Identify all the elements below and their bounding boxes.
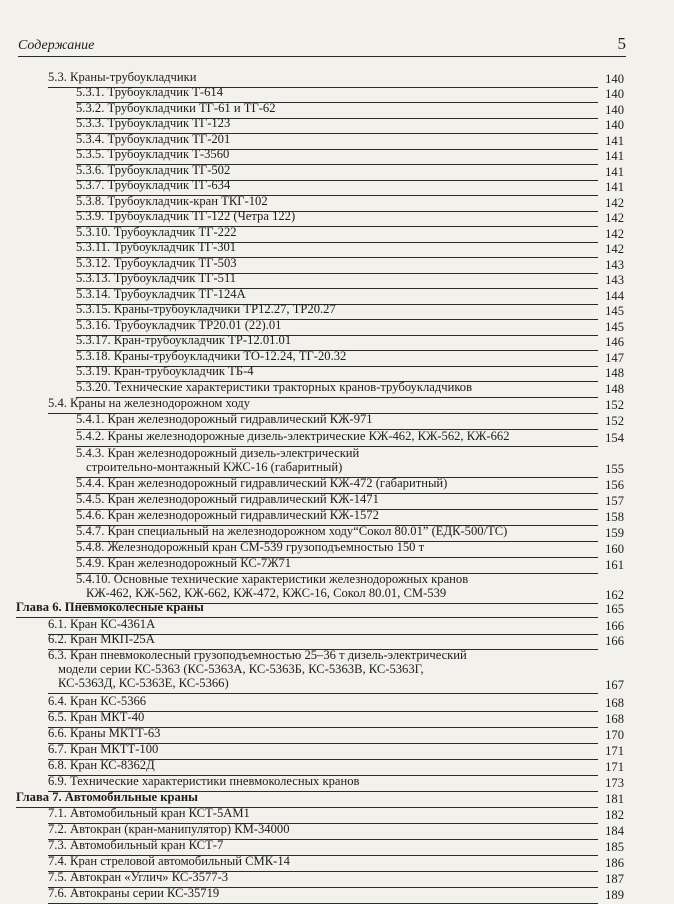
toc-page-number: 140 — [605, 118, 624, 132]
toc-page-number: 166 — [605, 619, 624, 633]
toc-entry-title: 6.7. Кран МКТТ-100 — [48, 742, 159, 756]
toc-page-number: 186 — [605, 856, 624, 870]
toc-entry-title: Глава 7. Автомобильные краны — [16, 790, 198, 804]
toc-entry-title: 5.3.14. Трубоукладчик ТГ-124А — [76, 287, 246, 301]
running-title: Содержание — [18, 38, 95, 53]
toc-page-number: 148 — [605, 382, 624, 396]
toc-entry-title: 5.3.17. Кран-трубоукладчик ТР-12.01.01 — [76, 333, 292, 347]
toc-page-number: 155 — [605, 462, 624, 476]
toc-page-number: 182 — [605, 808, 624, 822]
toc-entry-title: 5.4.5. Кран железнодорожный гидравлический КЖ-1471 — [76, 492, 379, 506]
toc-entry-title: 5.4.6. Кран железнодорожный гидравлический КЖ-1572 — [76, 508, 379, 522]
toc-entry-title-line: КС-5363Д, КС-5363Е, КС-5366) — [58, 676, 229, 690]
toc-page-number: 187 — [605, 872, 624, 886]
toc-entry-title: 5.3.7. Трубоукладчик ТГ-634 — [76, 178, 231, 192]
toc-entry-title: 5.3.1. Трубоукладчик Т-614 — [76, 85, 223, 99]
toc-page-number: 158 — [605, 510, 624, 524]
toc-entry-title: 5.3.19. Кран-трубоукладчик ТБ-4 — [76, 364, 254, 378]
toc-page-number: 141 — [605, 180, 624, 194]
toc-page-number: 146 — [605, 335, 624, 349]
toc-entry-title-line: 6.3. Кран пневмоколесный грузоподъемностью 25–36 т дизель-электрический — [48, 648, 467, 662]
toc-entry-title: 6.9. Технические характеристики пневмоколесных кранов — [48, 774, 360, 788]
toc-page-number: 141 — [605, 165, 624, 179]
toc-entry-title: 5.3.9. Трубоукладчик ТГ-122 (Четра 122) — [76, 209, 296, 223]
toc-page-number: 141 — [605, 134, 624, 148]
toc-entry-title: 5.3.2. Трубоукладчики ТГ-61 и ТГ-62 — [76, 101, 276, 115]
toc-page-number: 140 — [605, 72, 624, 86]
toc-entry-title: 6.6. Краны МКТТ-63 — [48, 726, 161, 740]
toc-page-number: 168 — [605, 712, 624, 726]
toc-entry-title: 5.4.2. Краны железнодорожные дизель-электрические КЖ-462, КЖ-562, КЖ-662 — [76, 429, 510, 443]
toc-entry-title: 5.3.13. Трубоукладчик ТГ-511 — [76, 271, 237, 285]
toc-entry-title: 5.3. Краны-трубоукладчики — [48, 70, 197, 84]
toc-entry-title: 5.3.3. Трубоукладчик ТГ-123 — [76, 116, 231, 130]
toc-page-number: 189 — [605, 888, 624, 902]
toc-entry-title-line: 5.4.10. Основные технические характеристики железнодорожных кранов — [76, 572, 469, 586]
chapter-entry — [16, 600, 624, 618]
toc-page-number: 171 — [605, 760, 624, 774]
toc-entry-title-line: 5.4.3. Кран железнодорожный дизель-электрический — [76, 446, 360, 460]
toc-entry-title: 5.4.9. Кран железнодорожный КС-7Ж71 — [76, 556, 292, 570]
toc-page-number: 140 — [605, 87, 624, 101]
toc-page-number: 142 — [605, 211, 624, 225]
toc-page-number: 168 — [605, 696, 624, 710]
toc-entry-title: 6.8. Кран КС-8362Д — [48, 758, 155, 772]
toc-page-number: 173 — [605, 776, 624, 790]
toc-page-number: 145 — [605, 304, 624, 318]
toc-entry-title: 5.3.20. Технические характеристики тракторных кранов-трубоукладчиков — [76, 380, 473, 394]
toc-page-number: 140 — [605, 103, 624, 117]
toc-entry-title: 5.3.15. Краны-трубоукладчики ТР12.27, ТР20.27 — [76, 302, 336, 316]
toc-entry-title: 5.3.10. Трубоукладчик ТГ-222 — [76, 225, 237, 239]
toc-page-number: 152 — [605, 398, 624, 412]
toc-entry-title: 5.4.1. Кран железнодорожный гидравлический КЖ-971 — [76, 412, 373, 426]
toc-page-number: 170 — [605, 728, 624, 742]
toc-page-number: 148 — [605, 366, 624, 380]
toc-page-number: 156 — [605, 478, 624, 492]
toc-entry-title: 5.3.6. Трубоукладчик ТГ-502 — [76, 163, 231, 177]
toc-entry-title: 7.3. Автомобильный кран КСТ-7 — [48, 838, 224, 852]
toc-page-number: 181 — [605, 792, 624, 806]
toc-entry-title: 5.4.7. Кран специальный на железнодорожном ходу“Сокол 80.01” (ЕДК-500/ТС) — [76, 524, 508, 538]
toc-page-number: 147 — [605, 351, 624, 365]
toc-entry-title: 6.4. Кран КС-5366 — [48, 694, 147, 708]
toc-page-number: 154 — [605, 431, 624, 445]
toc-page-number: 141 — [605, 149, 624, 163]
toc-page-number: 157 — [605, 494, 624, 508]
toc-entry-title: 5.3.5. Трубоукладчик Т-3560 — [76, 147, 230, 161]
toc-page-number: 142 — [605, 227, 624, 241]
page-number: 5 — [617, 34, 626, 53]
toc-page-number: 162 — [605, 588, 624, 602]
toc-page-number: 145 — [605, 320, 624, 334]
toc-entry-title: 5.3.4. Трубоукладчик ТГ-201 — [76, 132, 231, 146]
toc-page-number: 144 — [605, 289, 624, 303]
toc-entry-title: 7.4. Кран стреловой автомобильный СМК-14 — [48, 854, 290, 868]
toc-entry — [76, 446, 624, 478]
toc-page-number: 161 — [605, 558, 624, 572]
toc-page-number: 143 — [605, 258, 624, 272]
toc-page-number: 143 — [605, 273, 624, 287]
toc-entry-title-line: КЖ-462, КЖ-562, КЖ-662, КЖ-472, КЖС-16, Сокол 80.01, СМ-539 — [86, 586, 447, 600]
toc-entry-title: 7.2. Автокран (кран-манипулятор) КМ-34000 — [48, 822, 290, 836]
toc-page-number: 165 — [605, 602, 624, 616]
toc-page-number: 142 — [605, 242, 624, 256]
toc-entry-title: 7.6. Автокраны серии КС-35719 — [48, 886, 220, 900]
toc-entry-title: 5.3.18. Краны-трубоукладчики ТО-12.24, ТГ-20.32 — [76, 349, 347, 363]
toc-page-number: 184 — [605, 824, 624, 838]
toc-entry-title: 5.3.12. Трубоукладчик ТГ-503 — [76, 256, 237, 270]
toc-page-number: 185 — [605, 840, 624, 854]
toc-entry-title: 5.4. Краны на железнодорожном ходу — [48, 396, 251, 410]
toc-entry-title: 5.4.4. Кран железнодорожный гидравлический КЖ-472 (габаритный) — [76, 476, 448, 490]
toc-entry-title: 5.4.8. Железнодорожный кран СМ-539 грузоподъемностью 150 т — [76, 540, 425, 554]
toc-entry-title: Глава 6. Пневмоколесные краны — [16, 600, 204, 614]
toc-entry-title: 5.3.8. Трубоукладчик-кран ТКГ-102 — [76, 194, 268, 208]
toc-entry-title: 6.2. Кран МКП-25А — [48, 632, 155, 646]
toc-page-number: 171 — [605, 744, 624, 758]
toc-entry-title: 7.1. Автомобильный кран КСТ-5АМ1 — [48, 806, 250, 820]
toc-page-number: 166 — [605, 634, 624, 648]
toc-entry — [76, 429, 624, 447]
toc-entry-title: 5.3.11. Трубоукладчик ТГ-301 — [76, 240, 237, 254]
toc-page-number: 159 — [605, 526, 624, 540]
toc-entry-title: 6.1. Кран КС-4361А — [48, 617, 156, 631]
toc-page-number: 152 — [605, 414, 624, 428]
toc-entry-title: 5.3.16. Трубоукладчик ТР20.01 (22).01 — [76, 318, 282, 332]
toc-entry-title-line: модели серии КС-5363 (КС-5363А, КС-5363Б, КС-5363В, КС-5363Г, — [58, 662, 424, 676]
toc-entry-title-line: строительно-монтажный КЖС-16 (габаритный) — [86, 460, 343, 474]
toc-entry — [48, 886, 624, 904]
toc-entry — [76, 412, 624, 430]
toc-page-number: 167 — [605, 678, 624, 692]
toc-page-number: 142 — [605, 196, 624, 210]
toc-page-number: 160 — [605, 542, 624, 556]
toc-entry-title: 7.5. Автокран «Углич» КС-3577-3 — [48, 870, 229, 884]
toc-entry — [48, 648, 624, 694]
toc-entry-title: 6.5. Кран МКТ-40 — [48, 710, 145, 724]
